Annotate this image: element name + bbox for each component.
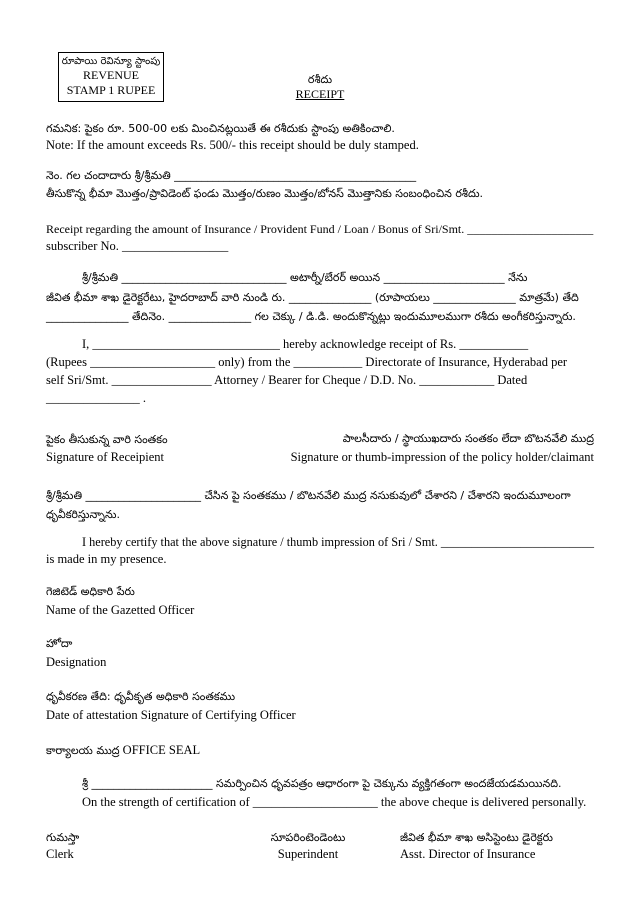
note-en: Note: If the amount exceeds Rs. 500/- this receipt should be duly stamped. — [46, 138, 419, 152]
gazetted-officer-en: Name of the Gazetted Officer — [46, 603, 195, 617]
attestation-te: ధృవీకరణ తేది: ధృవీకృత అధికారి సంతకము — [46, 690, 236, 703]
asst-director-te: జీవిత భీమా శాఖ అసిస్టెంటు డైరెక్టరు — [400, 831, 553, 844]
footer-signatories — [46, 830, 594, 866]
clerk-en: Clerk — [46, 847, 74, 861]
regarding-en-line2: subscriber No. _________________ — [46, 239, 229, 253]
asst-director-en: Asst. Director of Insurance — [400, 847, 536, 861]
note-te: గమనిక: పైకం రూ. 500-00 లకు మించినట్లయితే ఈ రశీదుకు స్టాంపు అతికించాలి. — [46, 122, 395, 135]
revenue-stamp-box — [58, 52, 164, 102]
recipient-signature-te: పైకం తీసుకున్న వారి సంతకం — [46, 433, 168, 446]
strength-en: On the strength of certification of ____________________ the above cheque is delivered personally. — [82, 795, 587, 809]
asst-director-block — [400, 830, 553, 862]
para-en-line1: I, ______________________________ hereby acknowledge receipt of Rs. ___________ — [82, 337, 529, 351]
superintendent-en: Superindent — [277, 847, 339, 861]
superintendent-te: సూపరింటెండెంటు — [270, 831, 346, 844]
para-te-line1: శ్రీ/శ్రీమతి ______________________________ అటార్నీ/బేరర్ అయిన ______________________ నేను — [82, 271, 528, 284]
strength-te: శ్రీ ______________________ సమర్పించిన ధృవపత్రం ఆధారంగా పై చెక్కును వ్యక్తిగతంగా అందజేయడమయినది. — [82, 777, 562, 790]
receipt-title-te: రశీదు — [307, 73, 333, 86]
office-seal-te: కార్యాలయ ముద్ర — [46, 744, 120, 757]
para-en-line4: _______________ . — [46, 391, 146, 405]
certify-en-line2: is made in my presence. — [46, 552, 167, 566]
stamp-label-te: రూపాయి రెవిన్యూ స్టాంపు — [61, 56, 161, 67]
regarding-te-line2: తీసుకొన్న భీమా మొత్తం/ప్రావిడెంట్ ఫండు మొత్తం/రుణం మొత్తం/బోనస్ మొత్తానికు సంబంధించిన రశీదు. — [46, 187, 484, 200]
regarding-en-line1: Receipt regarding the amount of Insurance / Provident Fund / Loan / Bonus of Sri/Smt. _____________________ — [46, 222, 594, 236]
attest-te-line1: శ్రీ/శ్రీమతి _____________________ చేసిన పై సంతకము / బొటనవేలి ముద్ర నసుకువులో చేశారని / చేశారని ఇందుమూలంగా — [46, 489, 571, 502]
gazetted-officer-te: గెజిటెడ్ అధికారి పేరు — [46, 585, 135, 598]
attestation-en: Date of attestation Signature of Certifying Officer — [46, 708, 296, 722]
office-seal-en: OFFICE SEAL — [122, 743, 201, 757]
office-seal — [46, 742, 594, 759]
para-te-line3: _______________ తేదినెం. _______________ గల చెక్కు / డి.డి. అందుకొన్నట్లు ఇందుమూలముగా రశీదు అంగీకరిస్తున్నారు. — [46, 310, 576, 323]
para-te-line2: జీవిత భీమా శాఖ డైరెక్టరేటు, హైదరాబాద్ వారి నుండి రు. _______________ (రూపాయలు _______________ మాత్రమే) తేది — [46, 291, 579, 304]
superintendent-block — [238, 830, 378, 862]
policyholder-signature-te: పాలసీదారు / స్థాయుఖదారు సంతకం లేదా బొటనవేలి ముద్ర — [342, 432, 594, 445]
receipt-title-en: RECEIPT — [295, 87, 345, 101]
certify-en-line1: I hereby certify that the above signature / thumb impression of Sri / Smt. _________________________ — [82, 535, 595, 549]
stamp-label-line2: STAMP 1 RUPEE — [66, 83, 156, 97]
receipt-title — [270, 72, 370, 102]
designation-en: Designation — [46, 655, 107, 669]
clerk-block — [46, 830, 79, 862]
clerk-te: గుమస్తా — [46, 831, 80, 844]
para-en-line3: self Sri/Smt. ________________ Attorney / Bearer for Cheque / D.D. No. ____________ Dated — [46, 373, 528, 387]
recipient-signature-en: Signature of Receipient — [46, 450, 165, 464]
stamp-label-line1: REVENUE — [83, 68, 139, 82]
para-en-line2: (Rupees ____________________ only) from the ___________ Directorate of Insurance, Hyderabad per — [46, 355, 568, 369]
designation-te: హోదా — [46, 637, 73, 650]
attest-te-line2: ధృవీకరిస్తున్నాను. — [46, 508, 120, 521]
signature-row-en — [46, 449, 594, 465]
regarding-te-line1: నెం. గల చందాదారు శ్రీ/శ్రీమతి ____________________________________________ — [46, 169, 417, 182]
policyholder-signature-en: Signature or thumb-impression of the policy holder/claimant — [290, 450, 594, 464]
signature-row-te — [46, 431, 594, 448]
